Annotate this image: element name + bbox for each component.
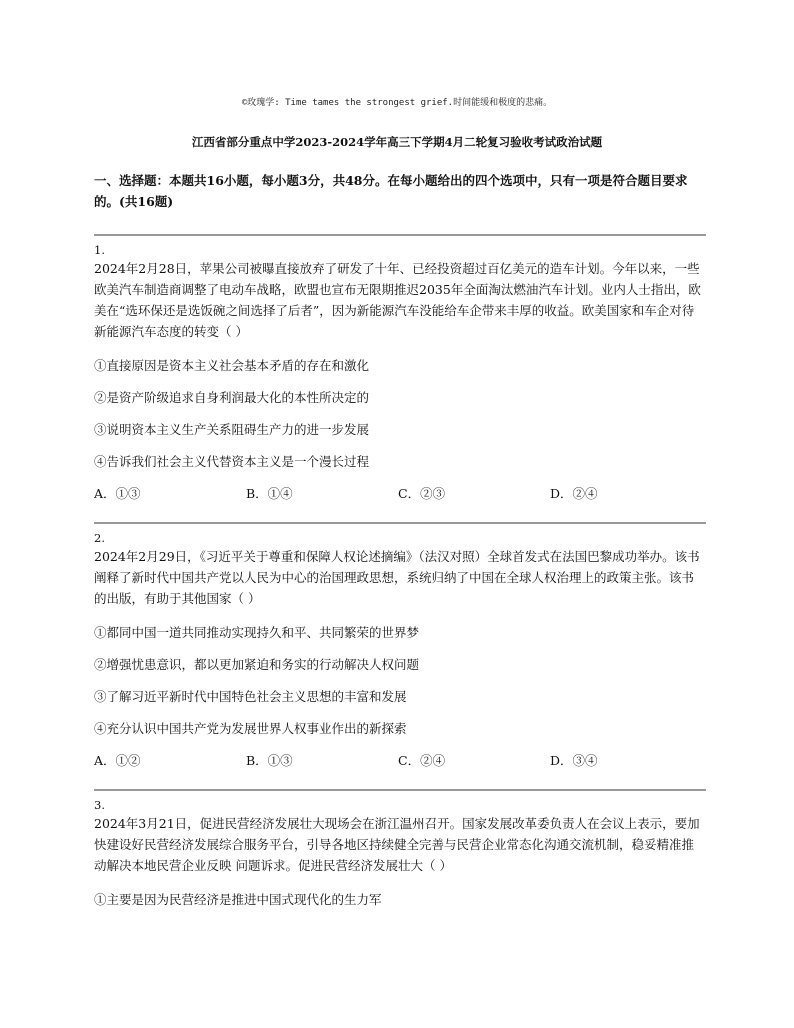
option-2: ②是资产阶级追求自身利润最大化的本性所决定的 — [94, 390, 370, 405]
question-divider — [94, 234, 706, 236]
section-heading: 一、选择题：本题共16小题，每小题3分，共48分。在每小题给出的四个选项中，只有一项是符合题目要求的。(共16题) — [94, 173, 688, 209]
option-1: ①都同中国一道共同推动实现持久和平、共同繁荣的世界梦 — [94, 625, 420, 640]
question-2 — [94, 522, 706, 769]
answer-d: D．②④ — [550, 486, 598, 501]
header-note: ©玫瑰学: Time tames the strongest grief.时间能缓和极度的悲痛。 — [241, 98, 553, 108]
answer-choices — [94, 753, 706, 769]
option-4: ④告诉我们社会主义代替资本主义是一个漫长过程 — [94, 454, 370, 469]
answer-b: B．①④ — [246, 486, 293, 501]
document-title: 江西省部分重点中学2023-2024学年高三下学期4月二轮复习验收考试政治试题 — [191, 135, 603, 149]
option-4: ④充分认识中国共产党为发展世界人权事业作出的新探索 — [94, 721, 407, 736]
option-1: ①直接原因是资本主义社会基本矛盾的存在和激化 — [94, 358, 370, 373]
answer-a: A．①③ — [94, 486, 141, 501]
answer-c: C．②③ — [398, 486, 446, 501]
answer-a: A．①② — [94, 753, 141, 768]
answer-d: D．③④ — [550, 753, 598, 768]
question-stem: 2024年2月29日，《习近平关于尊重和保障人权论述摘编》（法汉对照）全球首发式在法国巴黎成功举办。该书阐释了新时代中国共产党以人民为中心的治国理政思想，系统归纳了中国在全球人权治理上的政策主张。该书的出版，有助于其他国家（ ） — [94, 549, 700, 606]
answer-c: C．②④ — [398, 753, 446, 768]
question-divider — [94, 522, 706, 524]
question-1 — [94, 234, 706, 502]
answer-choices — [94, 486, 706, 502]
option-1: ①主要是因为民营经济是推进中国式现代化的生力军 — [94, 892, 382, 907]
question-number: 2. — [94, 531, 105, 545]
option-3: ③说明资本主义生产关系阻碍生产力的进一步发展 — [94, 422, 370, 437]
answer-b: B．①③ — [246, 753, 293, 768]
option-2: ②增强忧患意识，都以更加紧迫和务实的行动解决人权问题 — [94, 657, 420, 672]
option-3: ③了解习近平新时代中国特色社会主义思想的丰富和发展 — [94, 689, 407, 704]
question-number: 1. — [94, 243, 105, 257]
question-stem: 2024年2月28日，苹果公司被曝直接放弃了研发了十年、已经投资超过百亿美元的造车计划。今年以来，一些欧美汽车制造商调整了电动车战略，欧盟也宣布无限期推迟2035年全面淘汰燃油汽车计划。业内人士指出，欧美在“选环保还是选饭碗之间选择了后者”，因为新能源汽车没能给车企带来丰厚的收益。欧美国家和车企对待新能源汽车态度的转变（ ） — [94, 261, 701, 339]
question-number: 3. — [94, 798, 105, 812]
question-stem: 2024年3月21日，促进民营经济发展壮大现场会在浙江温州召开。国家发展改革委负责人在会议上表示，要加快建设好民营经济发展综合服务平台，引导各地区持续健全完善与民营企业常态化沟通交流机制，稳妥精准推动解决本地民营企业反映 问题诉求。促进民营经济发展壮大（ ） — [94, 816, 700, 873]
question-3 — [94, 789, 706, 908]
question-divider — [94, 789, 706, 791]
